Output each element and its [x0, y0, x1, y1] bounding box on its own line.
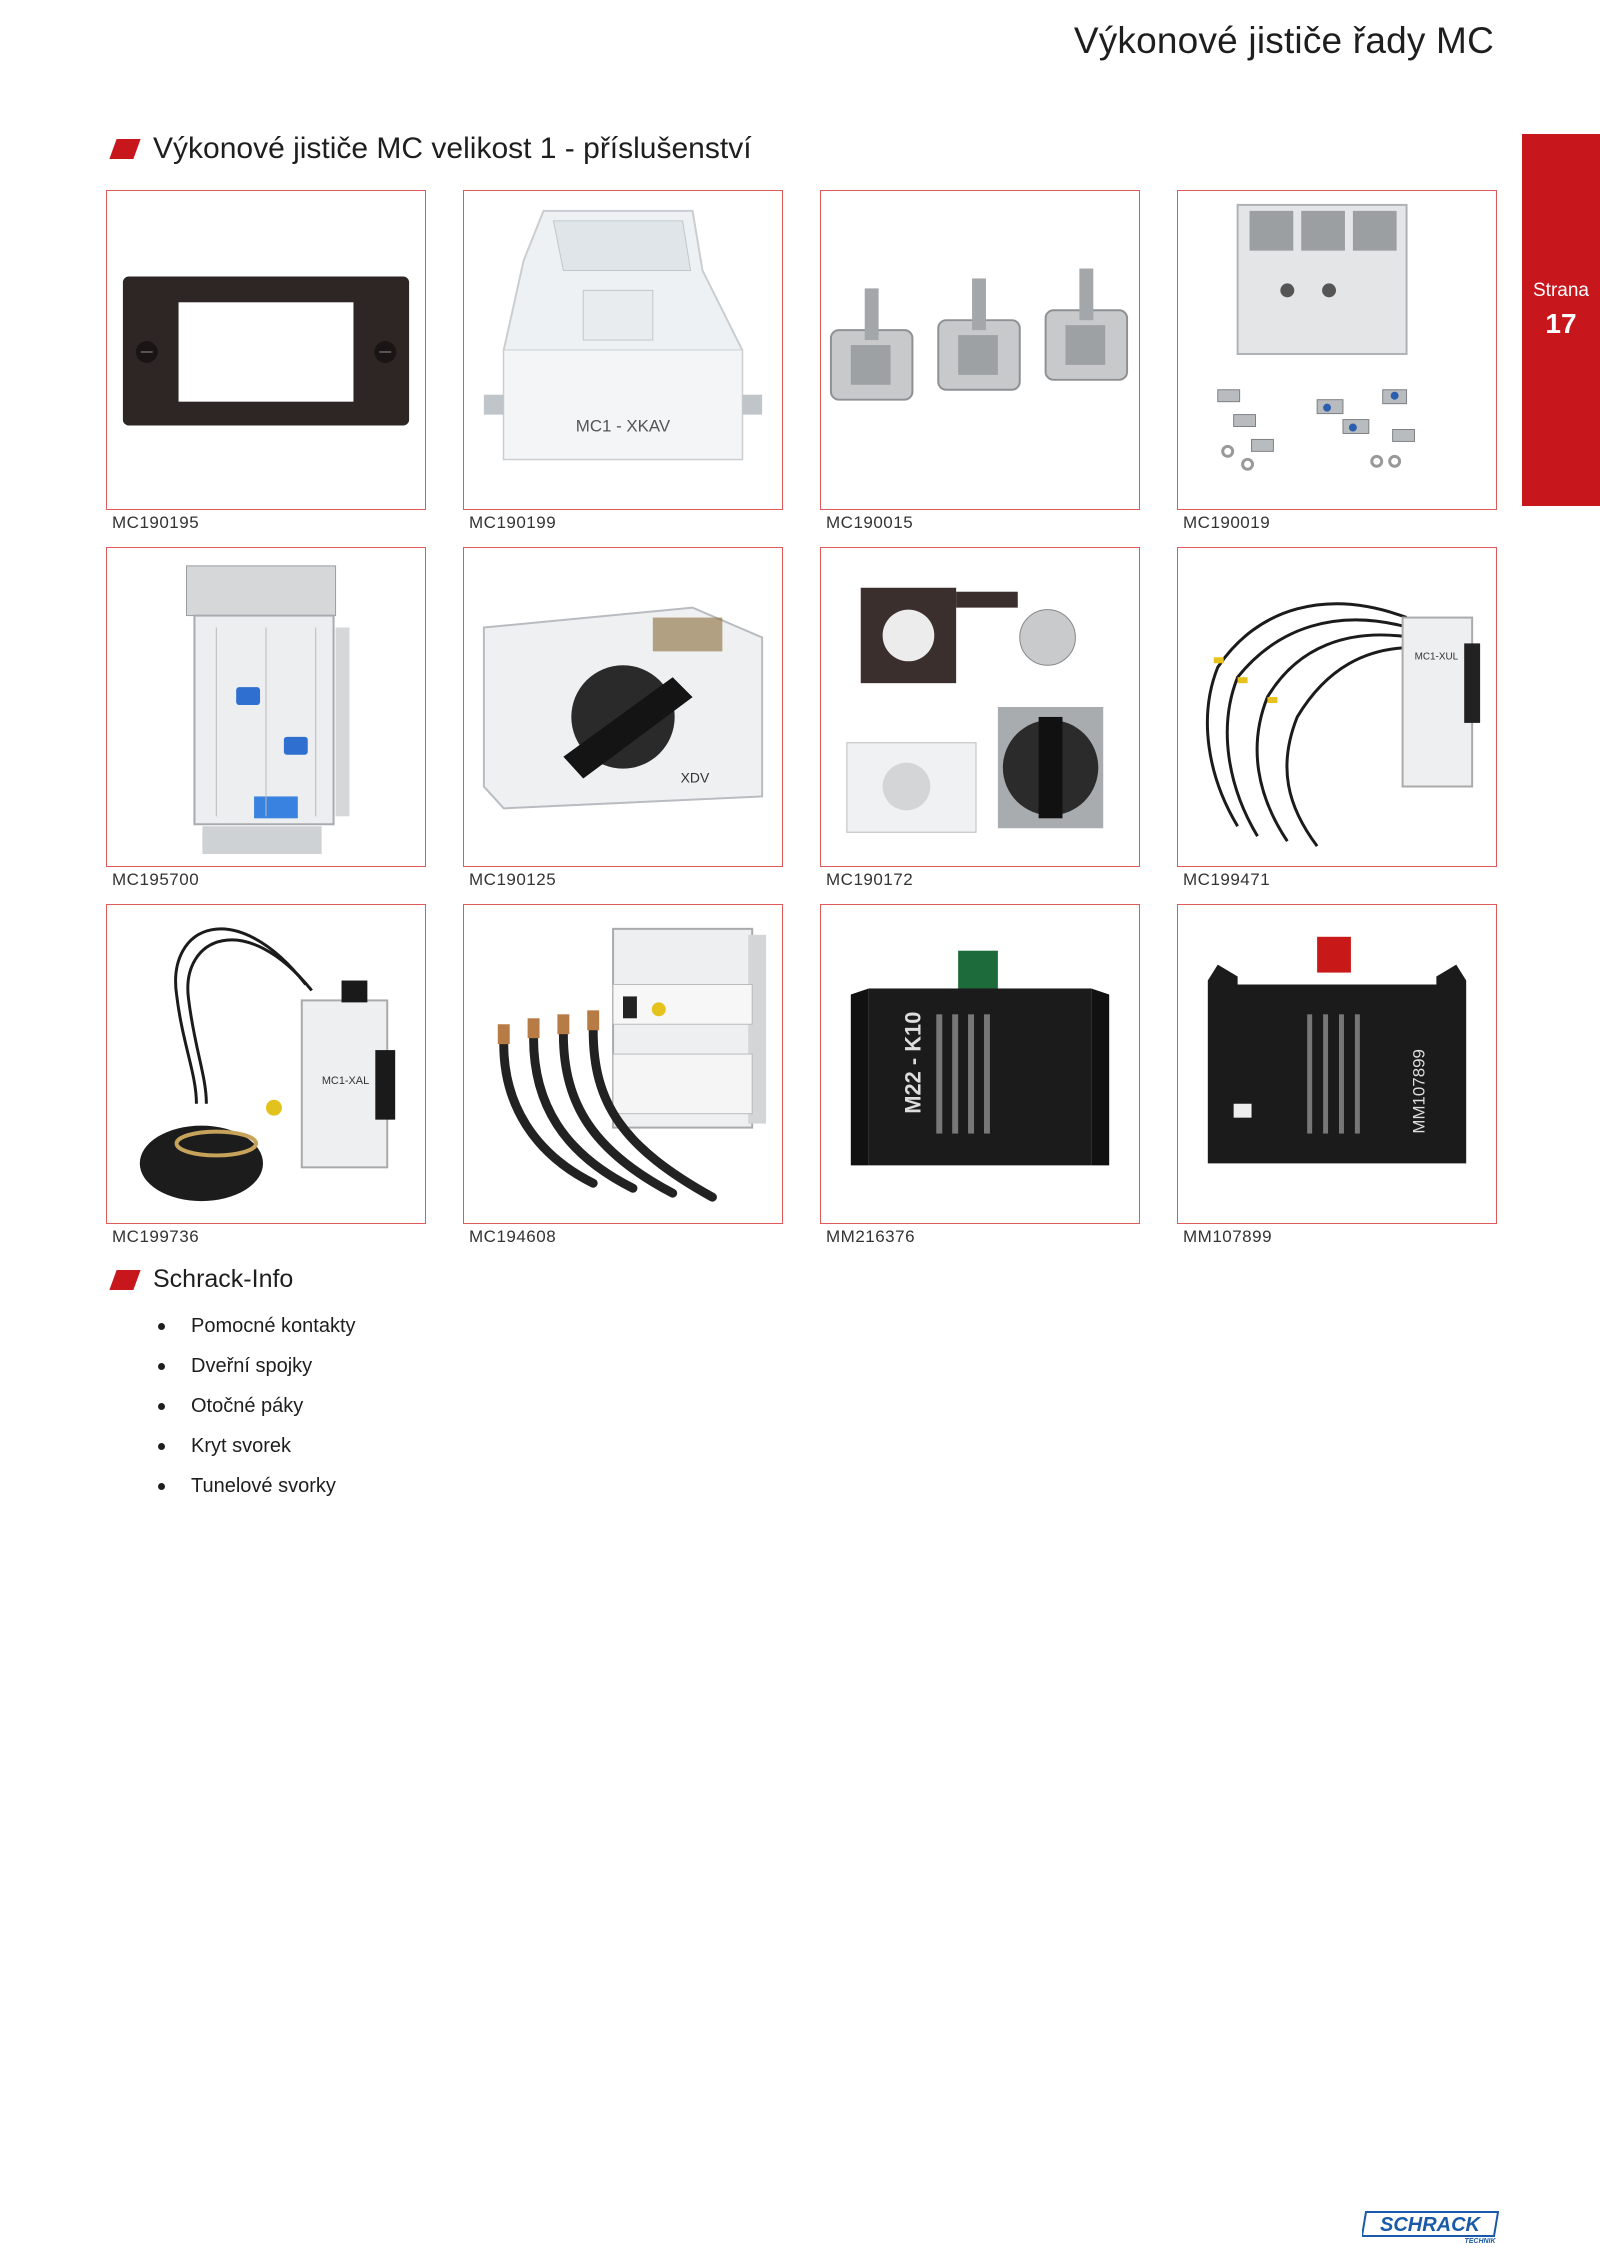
product-image-frame: [463, 547, 783, 867]
section-marker-icon: [109, 1270, 140, 1290]
product-card[interactable]: [820, 190, 1140, 533]
auxiliary-contact-image: [821, 905, 1139, 1223]
product-image-frame: [106, 190, 426, 510]
page-header-title: Výkonové jističe řady MC: [1073, 20, 1494, 61]
product-code: MC199471: [1183, 870, 1271, 889]
section-title: Výkonové jističe MC velikost 1 - příslušenství: [153, 132, 752, 165]
product-card[interactable]: [820, 547, 1140, 890]
bullet-icon: [158, 1403, 165, 1410]
product-image-frame: [1177, 190, 1497, 510]
product-card[interactable]: [1177, 190, 1497, 533]
door-frame-image: [107, 191, 425, 509]
product-image-frame: [820, 904, 1140, 1224]
tunnel-terminals-image: [821, 191, 1139, 509]
logo-subtext: TECHNIK: [1464, 2238, 1496, 2244]
product-image-text: MC1-XUL: [1414, 651, 1459, 663]
product-image-text: MC1-XAL: [321, 1074, 370, 1087]
product-card[interactable]: [1177, 547, 1497, 890]
product-code: MM216376: [826, 1227, 916, 1246]
list-item-label: Tunelové svorky: [191, 1474, 336, 1497]
section-marker-icon: [109, 139, 140, 159]
page-number-tab: [1522, 134, 1600, 506]
product-card[interactable]: [106, 547, 426, 890]
rotary-handle-image: [464, 548, 782, 866]
list-item: [156, 1426, 356, 1466]
product-image-text: MC1 - XKAV: [575, 416, 671, 436]
product-image-frame: [820, 547, 1140, 867]
shunt-release-image: [107, 905, 425, 1223]
bullet-icon: [158, 1443, 165, 1450]
product-code: MC194608: [469, 1227, 557, 1246]
logo-text: SCHRACK: [1380, 2214, 1480, 2236]
bullet-icon: [158, 1483, 165, 1490]
product-code: MM107899: [1183, 1227, 1273, 1246]
product-image-frame: [1177, 904, 1497, 1224]
list-item-label: Dveřní spojky: [191, 1354, 313, 1377]
bullet-icon: [158, 1363, 165, 1370]
product-image-text: M22 - K10: [900, 1011, 926, 1114]
product-code: MC190015: [826, 513, 914, 532]
product-card[interactable]: [463, 904, 783, 1247]
product-card[interactable]: [463, 547, 783, 890]
list-item: [156, 1346, 356, 1386]
plug-in-base-image: [107, 548, 425, 866]
product-card[interactable]: [106, 190, 426, 533]
product-code: MC195700: [112, 870, 200, 889]
rcd-block-image: [464, 905, 782, 1223]
product-code: MC190172: [826, 870, 914, 889]
product-code: MC190195: [112, 513, 200, 532]
product-image-text: XDV: [680, 769, 710, 786]
signal-contact-image: [1178, 905, 1496, 1223]
product-code: MC199736: [112, 1227, 200, 1246]
list-item: [156, 1466, 356, 1506]
handle-kit-image: [821, 548, 1139, 866]
bullet-icon: [158, 1323, 165, 1330]
list-item-label: Otočné páky: [191, 1394, 304, 1417]
product-code: MC190019: [1183, 513, 1271, 532]
product-code: MC190199: [469, 513, 557, 532]
section-title: Schrack-Info: [153, 1265, 294, 1293]
product-card[interactable]: [1177, 904, 1497, 1247]
product-card[interactable]: [106, 904, 426, 1247]
list-item: [156, 1306, 356, 1346]
list-item-label: Pomocné kontakty: [191, 1314, 356, 1337]
info-list: [156, 1306, 356, 1506]
list-item: [156, 1386, 356, 1426]
product-image-frame: [820, 190, 1140, 510]
terminal-cover-image: [464, 191, 782, 509]
product-image-frame: [463, 190, 783, 510]
schrack-logo: [1362, 2206, 1502, 2244]
undervoltage-release-image: [1178, 548, 1496, 866]
list-item-label: Kryt svorek: [191, 1434, 292, 1457]
product-image-frame: [463, 904, 783, 1224]
page-label: Strana: [1533, 280, 1589, 301]
section-heading-info: [113, 1265, 293, 1294]
terminal-set-image: [1178, 191, 1496, 509]
section-heading-accessories: [113, 132, 752, 166]
page-number: 17: [1545, 308, 1577, 339]
product-card[interactable]: [820, 904, 1140, 1247]
product-card[interactable]: [463, 190, 783, 533]
product-image-text: MM107899: [1409, 1049, 1429, 1134]
product-image-frame: [1177, 547, 1497, 867]
product-image-frame: [106, 547, 426, 867]
product-code: MC190125: [469, 870, 557, 889]
product-image-frame: [106, 904, 426, 1224]
